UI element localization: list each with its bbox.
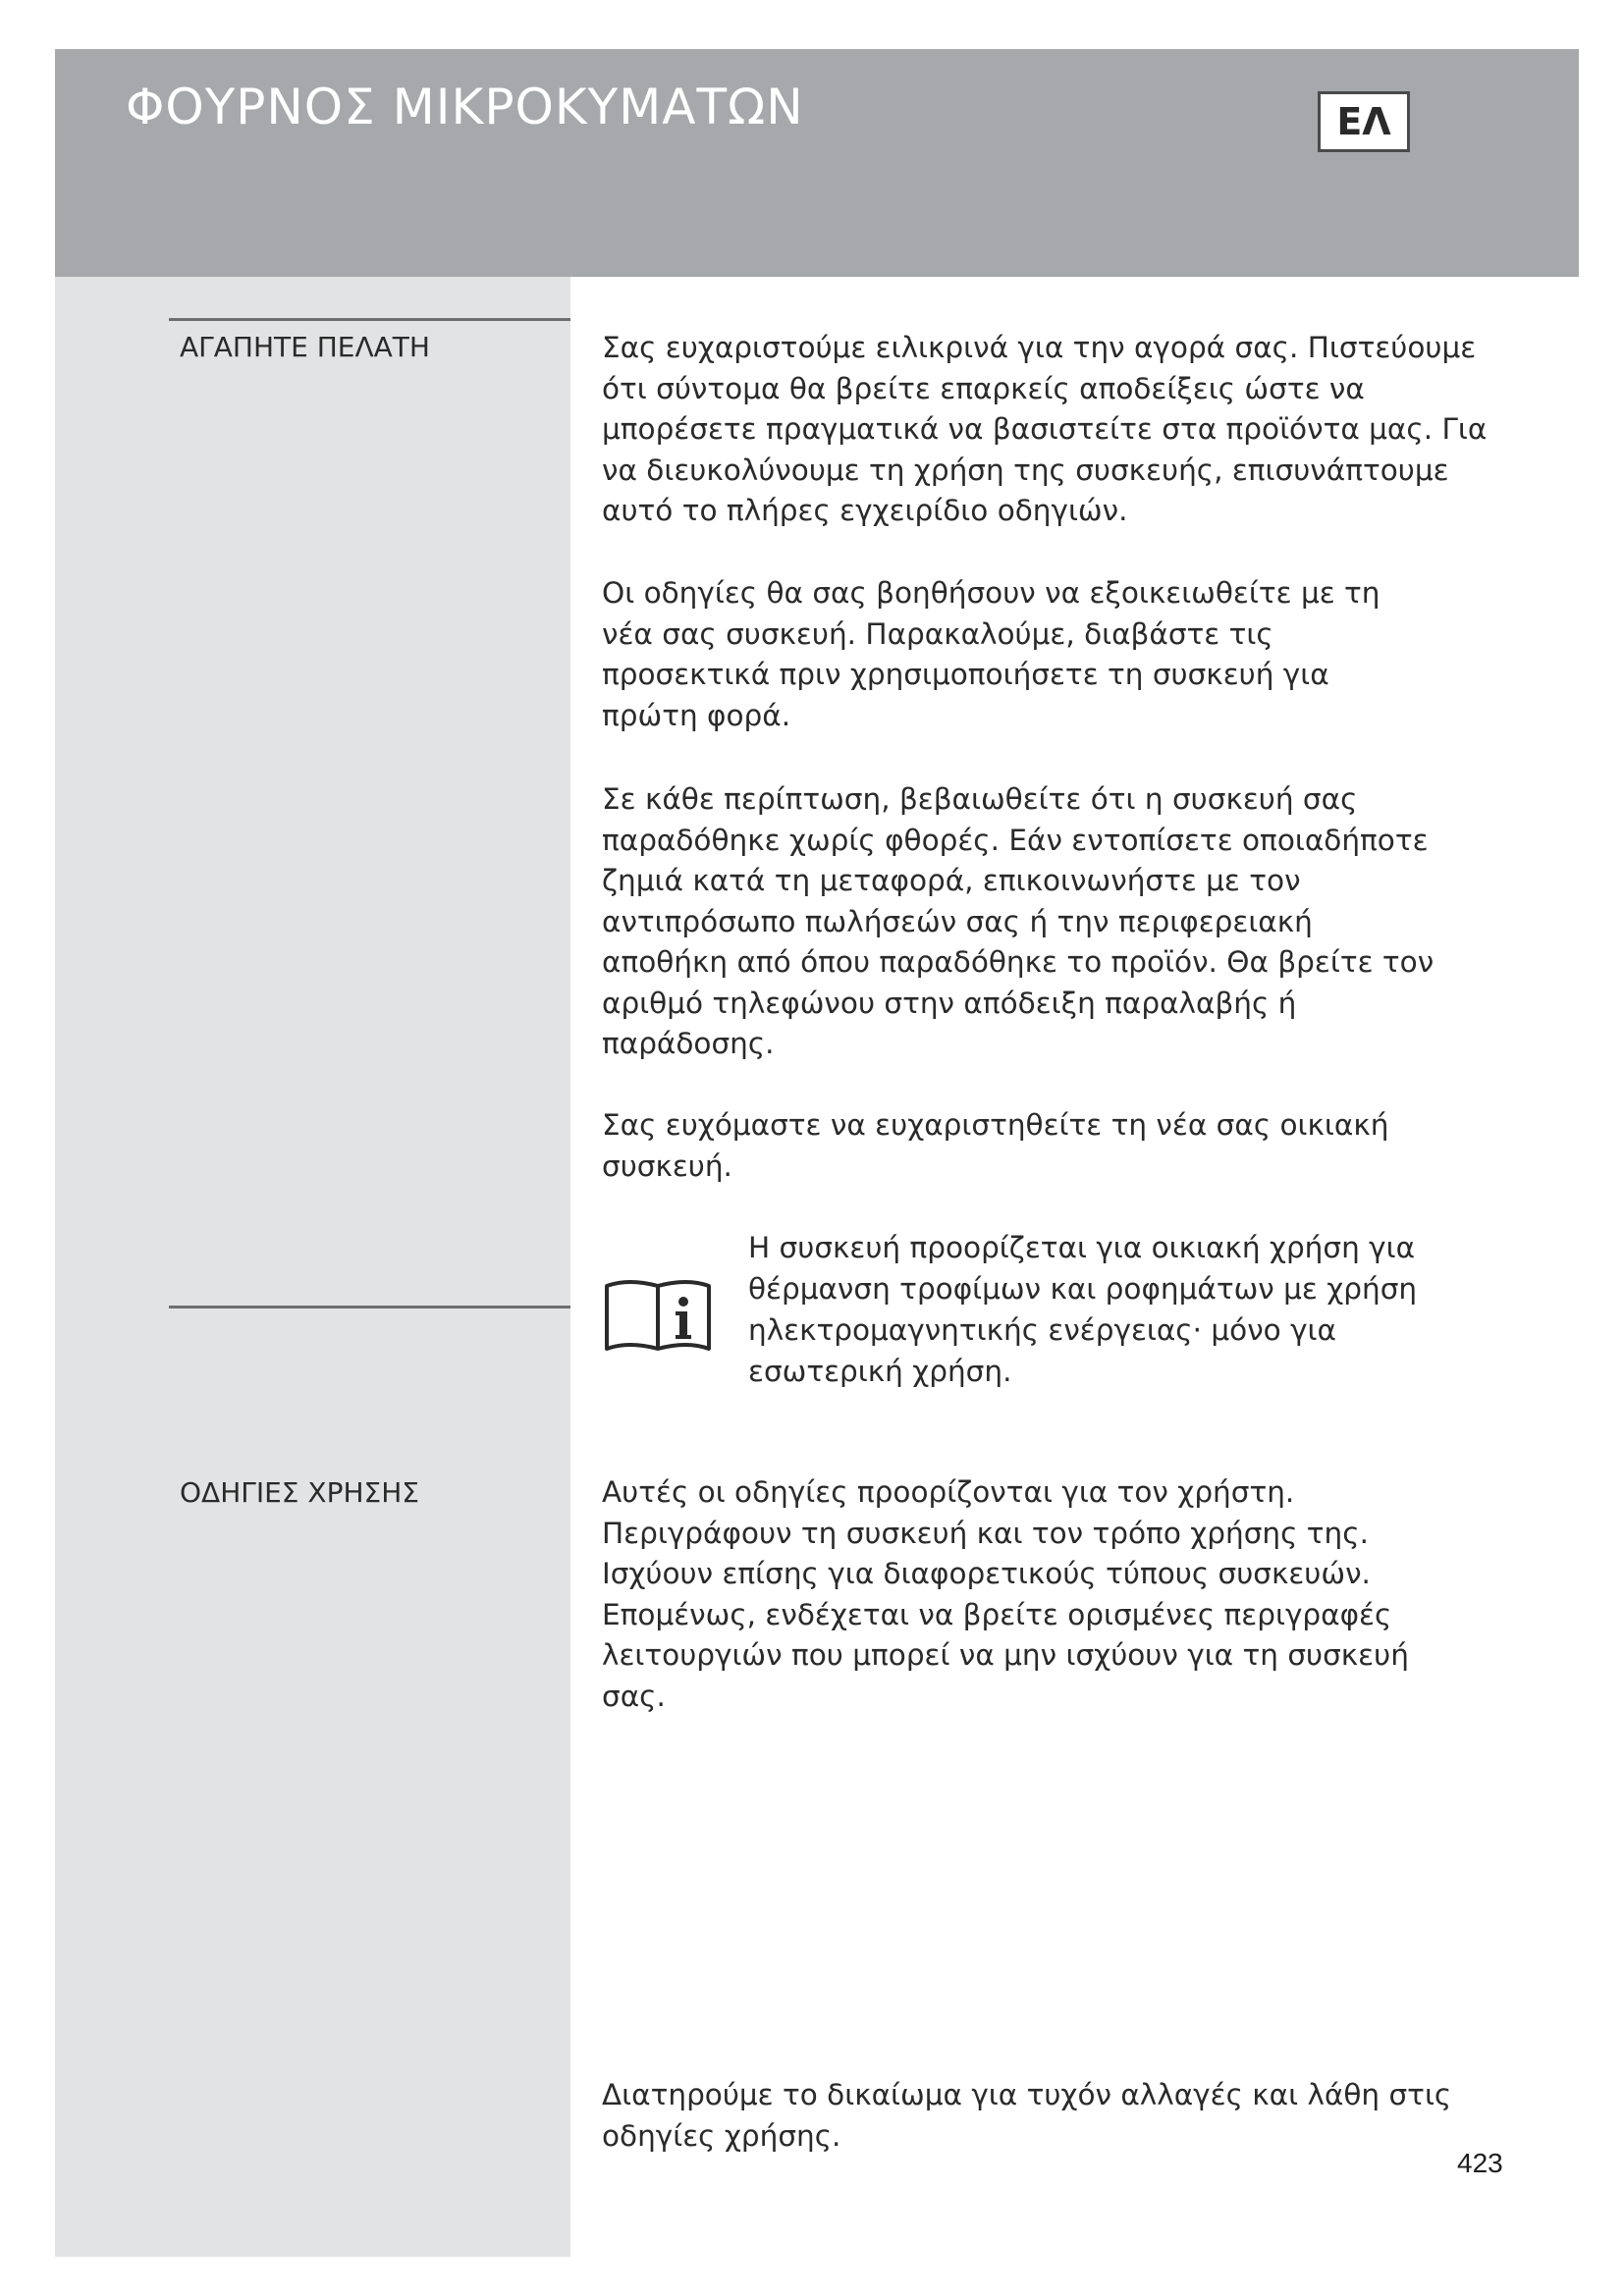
- page-number: 423: [1457, 2148, 1503, 2178]
- language-badge: ΕΛ: [1318, 91, 1410, 152]
- paragraph-enjoy: Σας ευχόμαστε να ευχαριστηθείτε τη νέα σας οικιακή συσκευή.: [602, 1108, 1389, 1183]
- paragraph-thanks: Σας ευχαριστούμε ειλικρινά για την αγορά σας. Πιστεύουμε ότι σύντομα θα βρείτε επαρκείς αποδείξεις ώστε να μπορέσετε πραγματικά να βασιστείτε στα προϊόντα μας. Για να διευκολύνουμε τη χρήση της συσκευής, επισυνάπτουμε αυτό το πλήρες εγχειρίδιο οδηγιών.: [602, 331, 1488, 527]
- heading-instructions: ΟΔΗΓΙΕΣ ΧΡΗΣΗΣ: [180, 1476, 419, 1509]
- sidebar-column: [55, 277, 570, 2257]
- paragraph-damage-check: Σε κάθε περίπτωση, βεβαιωθείτε ότι η συσκευή σας παραδόθηκε χωρίς φθορές. Εάν εντοπίσετε οποιαδήποτε ζημιά κατά τη μεταφορά, επικοινωνήστε με τον αντιπρόσωπο πωλήσεών σας ή την περιφερειακή αποθήκη από όπου παραδόθηκε το προϊόν. Θα βρείτε τον αριθμό τηλεφώνου στην απόδειξη παραλαβής ή παράδοσης.: [602, 782, 1435, 1060]
- page-title: ΦΟΥΡΝΟΣ ΜΙΚΡΟΚΥΜΑΤΩΝ: [126, 79, 804, 135]
- manual-info-icon: [603, 1276, 713, 1355]
- heading-dear-customer: ΑΓΑΠΗΤΕ ΠΕΛΑΤΗ: [180, 331, 430, 363]
- paragraph-disclaimer: Διατηρούμε το δικαίωμα για τυχόν αλλαγές και λάθη στις οδηγίες χρήσης.: [602, 2078, 1452, 2153]
- info-note: Η συσκευή προορίζεται για οικιακή χρήση για θέρμανση τροφίμων και ροφημάτων με χρήση ηλεκτρομαγνητικής ενέργειας· μόνο για εσωτερική χρήση.: [748, 1231, 1418, 1388]
- section-divider-dear-customer: [169, 318, 570, 321]
- section-divider-info: [169, 1306, 570, 1308]
- paragraph-instructions: Αυτές οι οδηγίες προορίζονται για τον χρήστη. Περιγράφουν τη συσκευή και τον τρόπο χρήσης της. Ισχύουν επίσης για διαφορετικούς τύπους συσκευών. Επομένως, ενδέχεται να βρείτε ορισμένες περιγραφές λειτουργιών που μπορεί να μην ισχύουν για τη συσκευή σας.: [602, 1475, 1409, 1713]
- paragraph-familiarize: Οι οδηγίες θα σας βοηθήσουν να εξοικειωθείτε με τη νέα σας συσκευή. Παρακαλούμε, διαβάστε τις προσεκτικά πριν χρησιμοποιήσετε τη συσκευή για πρώτη φορά.: [602, 576, 1380, 732]
